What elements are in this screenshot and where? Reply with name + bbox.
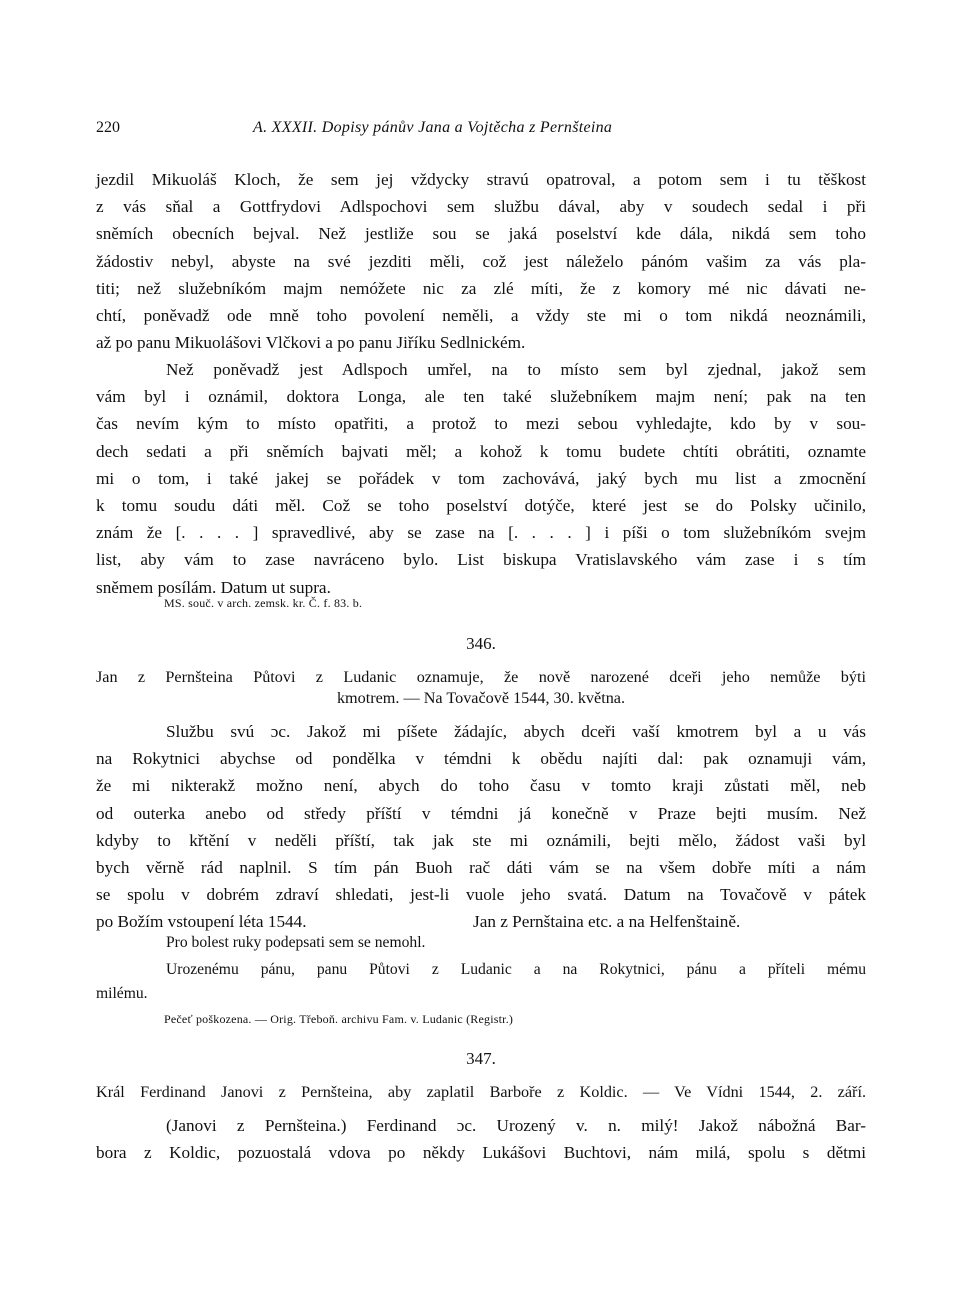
postscript-text: Pro bolest ruky podepsati sem se nemohl. (166, 934, 426, 951)
text-line: na Rokytnici abychse od pondělka v témdni k obědu najíti dal: pak oznamuji vám, (96, 749, 866, 769)
letter-number-347: 347. (466, 1049, 496, 1068)
signature: Jan z Pernštaina etc. a na Helfenštaině. (473, 912, 741, 932)
text-line: sněmem posílám. Datum ut supra. (96, 577, 331, 597)
text-line: k tomu soudu dáti měl. Což se toho poselství dotýče, které jest se do Polsky učinilo, (96, 496, 866, 516)
page-number: 220 (96, 119, 120, 136)
text-line: čas nevím kým to místo opatřiti, a protož to mezi sebou vyhledajte, kdo by v sou- (96, 414, 866, 434)
letter-345-paragraph-2 (96, 356, 866, 601)
text-line: bych věrně rád naplnil. S tím pán Buoh rač dáti vám se na všem dobře míti a nám (96, 858, 866, 878)
letter-347-body (96, 1112, 866, 1166)
text-line: (Janovi z Pernšteina.) Ferdinand ɔc. Urozený v. n. milý! Jakož nábožná Bar- (166, 1116, 866, 1135)
text-line: dech sedati a při sněmích bajvati měl; a kohož k tomu budete chtíti obrátiti, oznamte (96, 441, 866, 461)
text-line: od outerka anebo od středy příští v témdni já konečně v Praze bejti musím. Než (96, 803, 866, 823)
letter-346-body (96, 718, 866, 936)
source-note-346: Pečeť poškozena. — Orig. Třeboň. archivu Fam. v. Ludanic (Registr.) (164, 1012, 514, 1026)
running-title: A. XXXII. Dopisy pánův Jana a Vojtěcha z Pernšteina (253, 119, 613, 136)
letter-347-summary: Král Ferdinand Janovi z Pernšteina, aby zaplatil Barboře z Koldic. — Ve Vídni 1544, 2. září. (96, 1083, 866, 1101)
address-line: Urozenému pánu, panu Půtovi z Ludanic a na Rokytnici, pánu a příteli mému (166, 961, 866, 978)
letter-number-346: 346. (466, 634, 496, 653)
address (96, 958, 866, 1006)
text-line: znám že [. . . . ] spravedlivé, aby se zase na [. . . . ] i píši o tom služebníkóm svejm (96, 523, 866, 543)
address-line: milému. (96, 985, 148, 1002)
text-line: se spolu v dobrém zdraví shledati, jest-li vuole jeho svatá. Datum na Tovačově v pátek (96, 885, 866, 905)
text-line: titi; než služebníkóm majm nemóžete nic za zlé míti, že z komory mé nic dávati ne- (96, 278, 866, 298)
letter-345-paragraph-1 (96, 166, 866, 356)
letter-346-summary (96, 667, 866, 709)
text-line: bora z Koldic, pozuostalá vdova po někdy Lukášovi Buchtovi, nám milá, spolu s dětmi (96, 1143, 866, 1163)
text-line: z vás sňal a Gottfrydovi Adlspochovi sem službu dával, aby v soudech sedal i při (96, 197, 866, 217)
source-note-345: MS. souč. v arch. zemsk. kr. Č. f. 83. b. (164, 596, 363, 610)
text-line: až po panu Mikuolášovi Vlčkovi a po panu Jiříku Sedlnickém. (96, 333, 526, 353)
date-line: po Božím vstoupení léta 1544. (96, 912, 307, 932)
text-line: chtí, poněvadž ode mně toho povolení neměli, a vždy ste mi o tom nikdá neoznámili, (96, 306, 866, 326)
text-line: Než poněvadž jest Adlspoch umřel, na to místo sem byl zjednal, jakož sem (166, 360, 866, 379)
summary-line: Jan z Pernšteina Půtovi z Ludanic oznamuje, že nově narozené dceři jeho nemůže býti (96, 668, 866, 686)
postscript (166, 931, 425, 955)
text-line: žádostiv nebyl, abyste na své jezditi měli, což jest náleželo pánóm vašim za vás pla- (96, 251, 866, 271)
summary-line: kmotrem. — Na Tovačově 1544, 30. května. (336, 689, 626, 707)
text-line: jezdil Mikuoláš Kloch, že sem jej vždycky stravú opatroval, a potom sem i tu těškost (96, 170, 866, 189)
text-line: list, aby vám to zase navráceno bylo. List biskupa Vratislavského vám zase i s tím (96, 550, 866, 570)
text-line: že mi nikterakž možno není, abych do toho času v tomto kraji zůstati měl, neb (96, 776, 866, 796)
text-line: mi o tom, i také jakej se pořádek v tom zachovává, jaký bych mu list a zmocnění (96, 468, 866, 488)
text-line: kdyby to křtění v neděli příští, tak jak ste mi oznámili, bejti mělo, žádost vaši byl (96, 830, 866, 850)
text-line: sněmích obecních bejval. Než jestliže sou se jaká poselství kde dála, nikdá sem toho (96, 224, 866, 244)
text-line: Službu svú ɔc. Jakož mi píšete žádajíc, abych dceři vaší kmotrem byl a u vás (166, 722, 866, 741)
text-line: vám byl i oznámil, doktora Longa, ale ten také služebníkem majm není; pak na ten (96, 387, 866, 407)
